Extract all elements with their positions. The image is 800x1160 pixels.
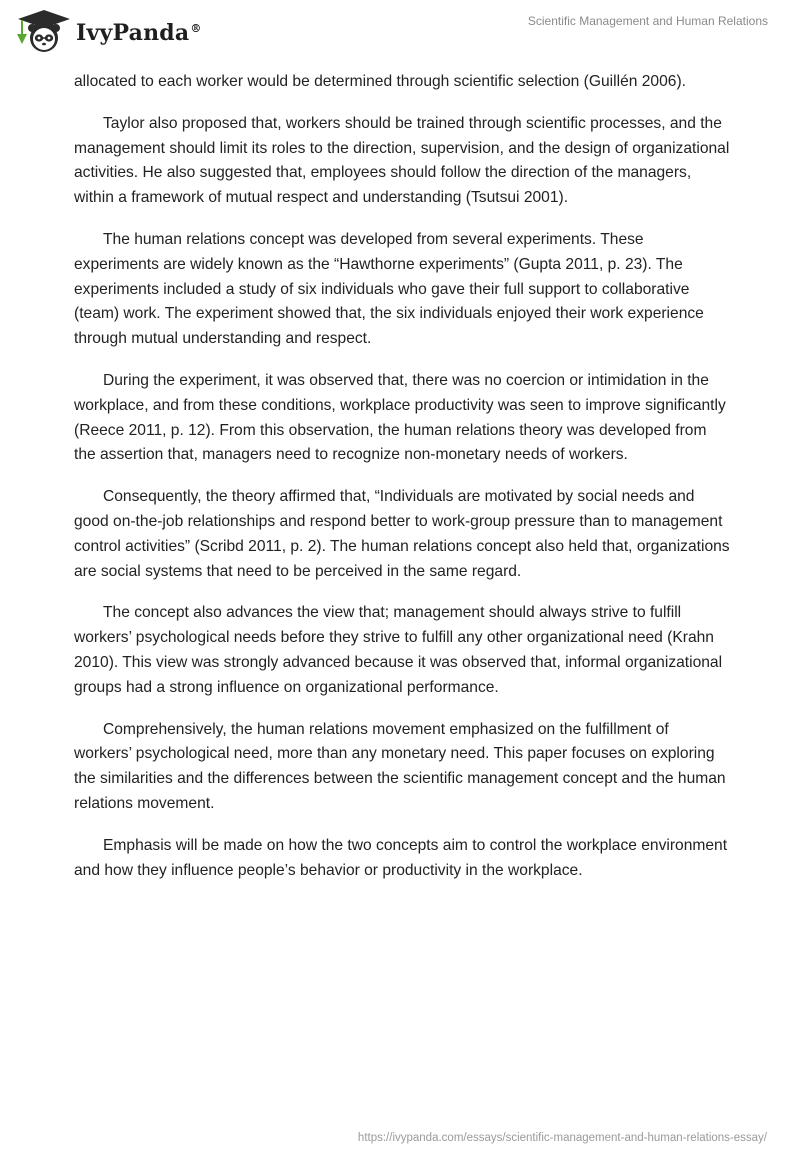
paragraph: During the experiment, it was observed that, there was no coercion or intimidation in the workplace, and from these conditions, workplace productivity was seen to improve significantly (Reece 2011, p. 12). From this observation, the human relations theory was developed from the assertion that, managers need to recognize non-monetary needs of workers. bbox=[74, 371, 726, 464]
brand-name bbox=[76, 20, 202, 46]
document-title: Scientific Management and Human Relations bbox=[527, 14, 768, 28]
paragraph: The concept also advances the view that; management should always strive to fulfill workers’ psychological needs before they strive to fulfill any other organizational need (Krahn 2010). This view was strongly advanced because it was observed that, informal organizational groups had a strong influence on organizational performance. bbox=[74, 604, 723, 696]
paragraph: Emphasis will be made on how the two concepts aim to control the workplace environment and how they influence people’s behavior or productivity in the workplace. bbox=[74, 836, 728, 879]
brand-logo[interactable] bbox=[14, 8, 202, 54]
panda-graduate-logo-icon bbox=[14, 8, 72, 54]
paragraph: Taylor also proposed that, workers should be trained through scientific processes, and the management should limit its roles to the direction, supervision, and the design of organizational activities. He also suggested that, employees should follow the direction of the managers, within a framework of mutual respect and understanding (Tsutsui 2001). bbox=[74, 114, 730, 207]
paragraph: Comprehensively, the human relations movement emphasized on the fulfillment of workers’ psychological need, more than any monetary need. This paper focuses on exploring the similarities and the differences between the scientific management concept and the human relations movement. bbox=[74, 720, 726, 812]
registered-mark: ® bbox=[190, 21, 202, 35]
paragraph-continued: allocated to each worker would be determined through scientific selection (Guillén 2006). bbox=[74, 73, 686, 90]
paragraph: The human relations concept was developed from several experiments. These experiments are widely known as the “Hawthorne experiments” (Gupta 2011, p. 23). The experiments included a study of six individuals who gave their full support to collaborative (team) work. The experiment showed that, the six individuals enjoyed their work experience through mutual understanding and respect. bbox=[74, 230, 704, 348]
page-header bbox=[0, 0, 800, 60]
essay-body bbox=[74, 70, 730, 900]
brand-name-text: IvyPanda bbox=[76, 20, 190, 46]
paragraph: Consequently, the theory affirmed that, “Individuals are motivated by social needs and good on-the-job relationships and respond better to work-group pressure than to management control activities” (Scribd 2011, p. 2). The human relations concept also held that, organizations are social systems that need to be perceived in the same regard. bbox=[74, 488, 730, 580]
source-url-link[interactable]: https://ivypanda.com/essays/scientific-management-and-human-relations-essay/ bbox=[357, 1132, 767, 1144]
